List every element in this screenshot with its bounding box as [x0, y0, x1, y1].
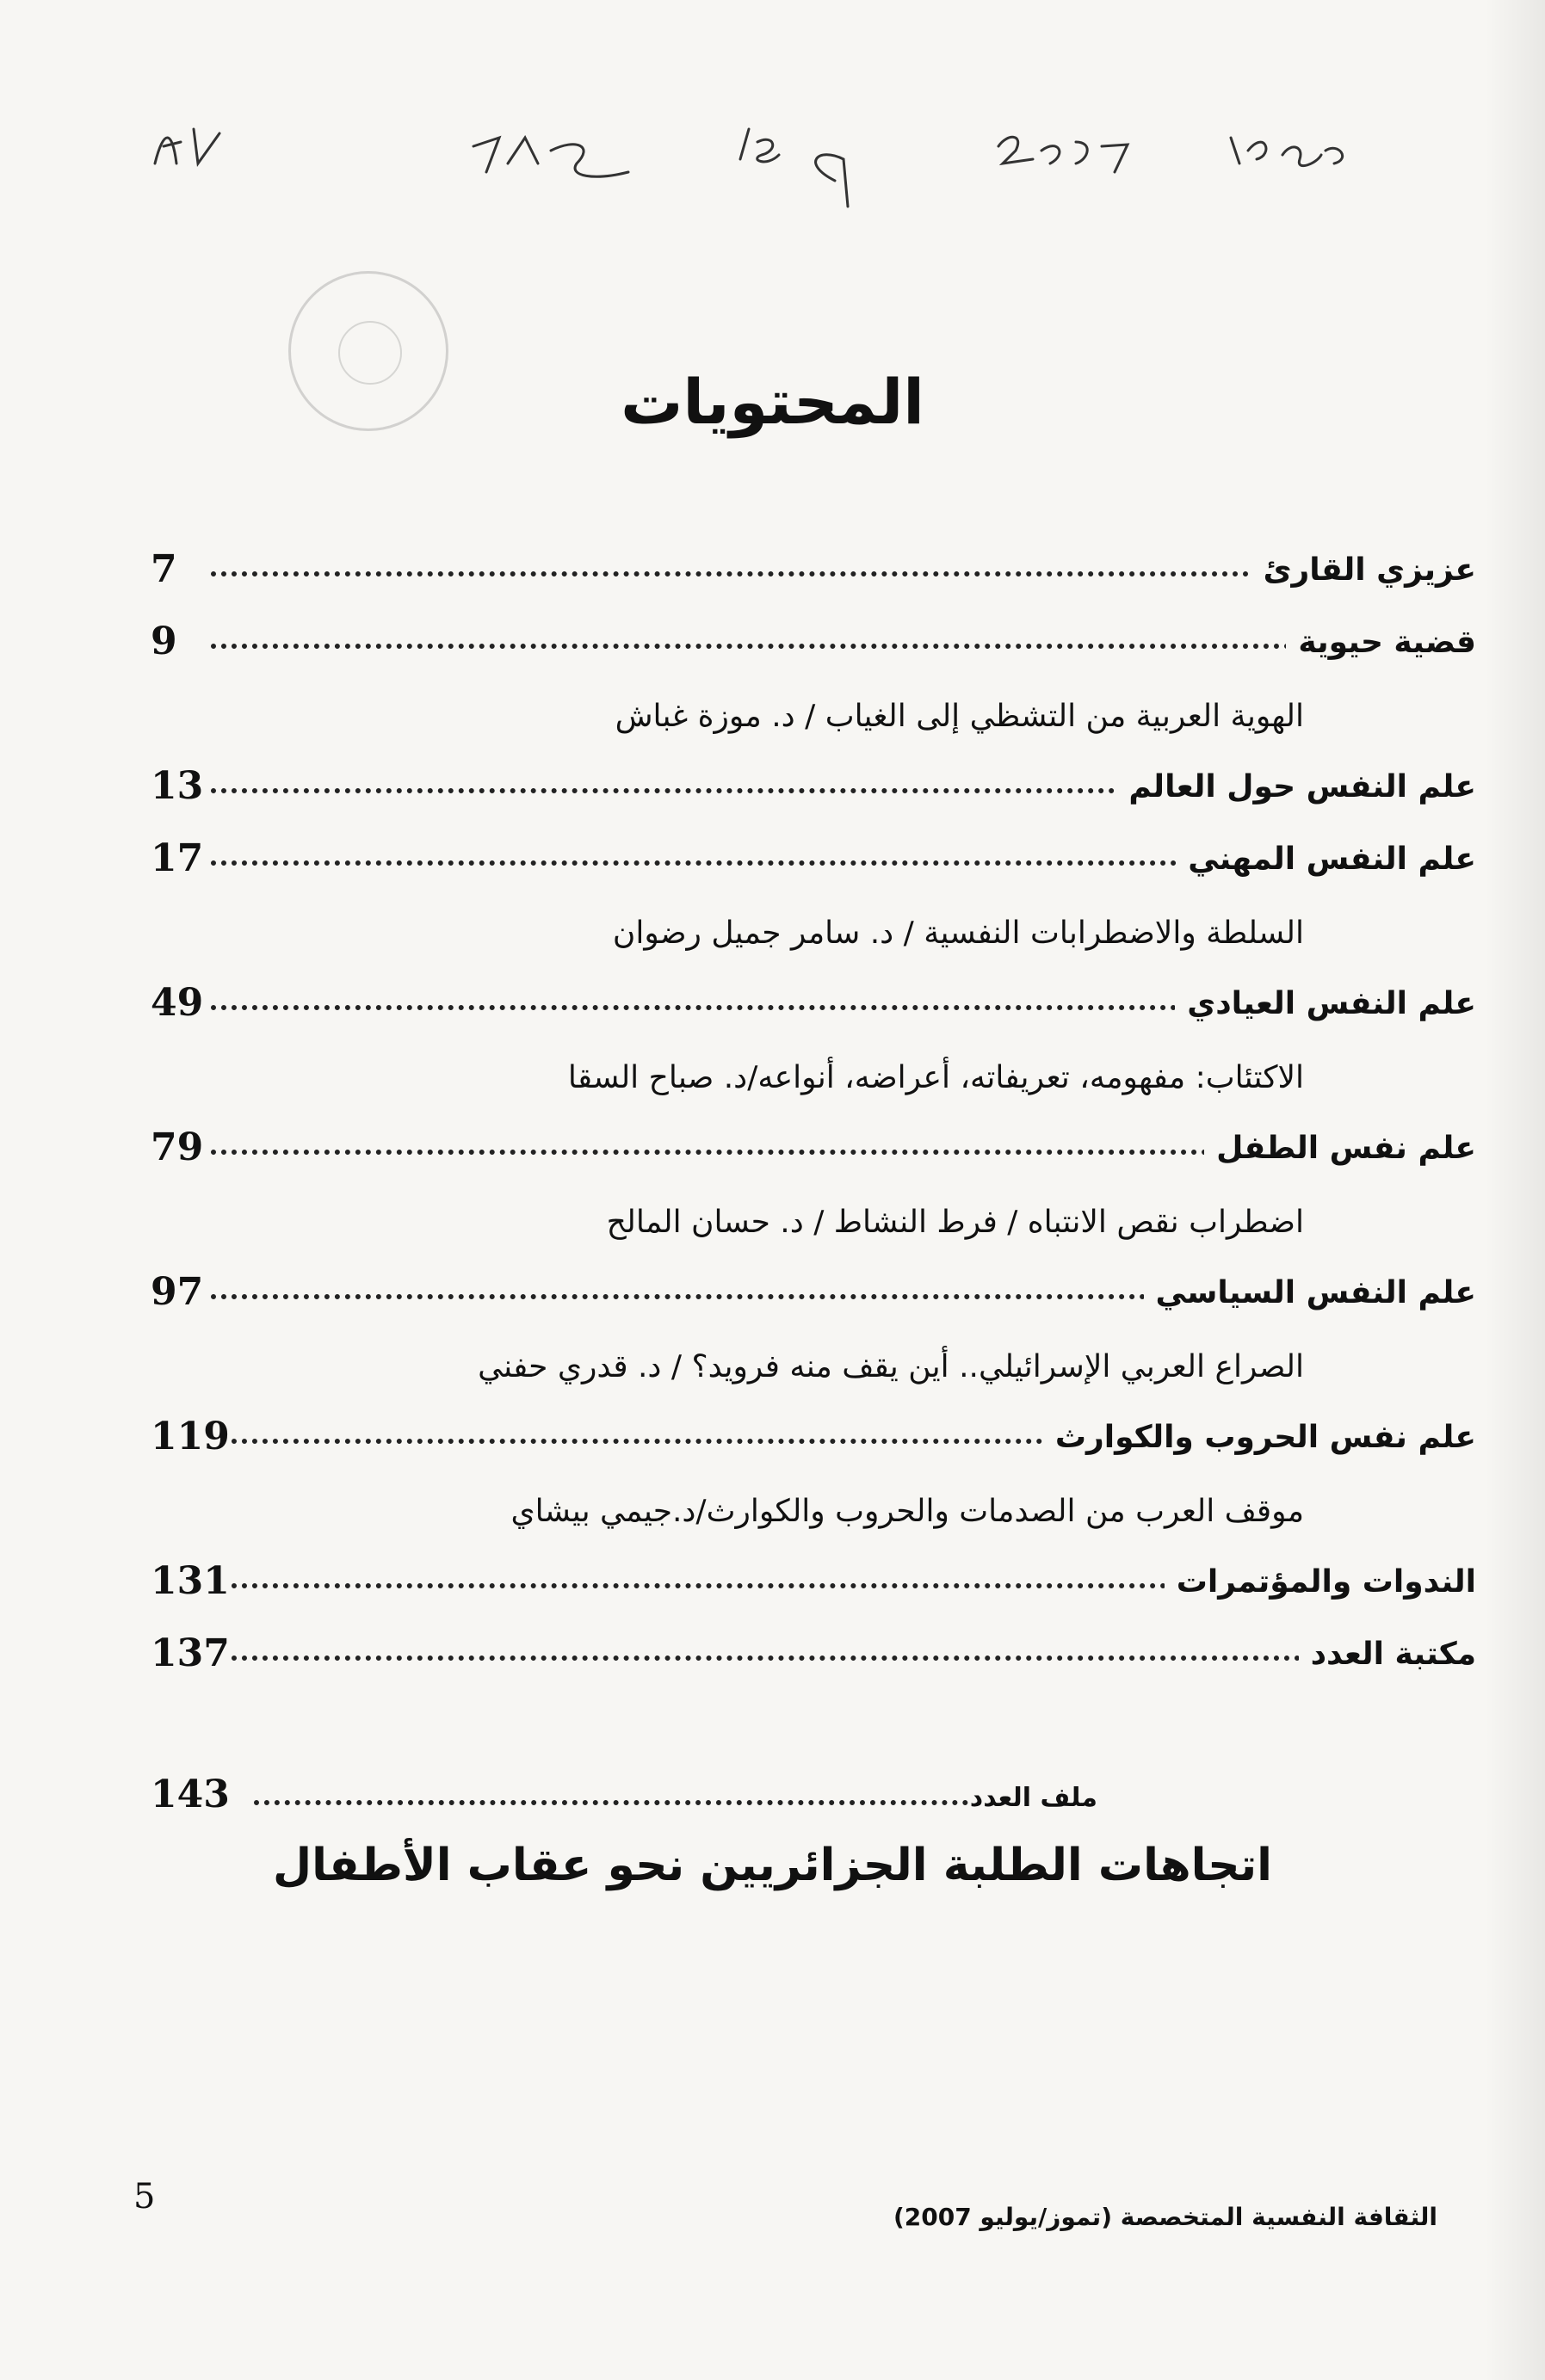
toc-article-title: السلطة والاضطرابات النفسية / د. سامر جميل رضوان [612, 916, 1304, 951]
toc-article-row[interactable] [151, 1337, 1476, 1409]
toc-row[interactable] [151, 831, 1476, 903]
page-title: المحتويات [621, 366, 924, 438]
toc-row[interactable] [151, 1265, 1476, 1337]
toc-article-row[interactable] [151, 1193, 1476, 1265]
handwritten-notes [146, 112, 1369, 232]
leader-dots [254, 1800, 968, 1805]
toc-row[interactable] [151, 976, 1476, 1048]
toc-row[interactable] [151, 1120, 1476, 1193]
toc-row[interactable] [151, 759, 1476, 831]
toc-page-number: 119 [151, 1415, 230, 1458]
toc-row[interactable] [151, 1409, 1476, 1482]
toc-page-number: 49 [151, 981, 204, 1025]
toc-entry-title: الندوات والمؤتمرات [1165, 1564, 1476, 1600]
toc-row[interactable] [151, 1626, 1476, 1699]
dossier-page-number: 143 [151, 1773, 230, 1816]
toc-row[interactable] [151, 542, 1476, 614]
dossier-row[interactable] [151, 1773, 1356, 1850]
toc-page-number: 79 [151, 1125, 204, 1169]
page-edge-shadow [1485, 0, 1545, 2380]
toc-page-number: 131 [151, 1559, 230, 1603]
toc-article-title: موقف العرب من الصدمات والحروب والكوارث/د.جيمي بيشاي [510, 1494, 1304, 1529]
toc-page-number: 13 [151, 764, 204, 808]
toc-article-title: الهوية العربية من التشظي إلى الغياب / د. موزة غباش [615, 699, 1304, 734]
leader-dots [211, 1656, 1476, 1661]
handwritten-annotation [146, 112, 1369, 232]
toc-row[interactable] [151, 1554, 1476, 1626]
toc-entry-title: علم النفس المهني [1176, 842, 1476, 877]
toc-entry-title: علم النفس حول العالم [1116, 769, 1476, 805]
toc-page-number: 7 [151, 547, 177, 591]
toc-article-row[interactable] [151, 1048, 1476, 1120]
dossier-label: ملف العدد [969, 1783, 1097, 1813]
toc-row[interactable] [151, 614, 1476, 687]
journal-footer: الثقافة النفسية المتخصصة (تموز/يوليو 2007) [893, 2203, 1437, 2231]
table-of-contents [151, 542, 1476, 1699]
toc-article-title: الصراع العربي الإسرائيلي.. أين يقف منه فرويد؟ / د. قدري حفني [478, 1349, 1304, 1384]
dossier-title[interactable]: اتجاهات الطلبة الجزائريين نحو عقاب الأطفال [272, 1840, 1273, 1891]
toc-article-row[interactable] [151, 1482, 1476, 1554]
toc-page-number: 17 [151, 836, 204, 880]
toc-article-title: الاكتئاب: مفهومه، تعريفاته، أعراضه، أنواعه/د. صباح السقا [567, 1060, 1304, 1095]
toc-entry-title: علم نفس الطفل [1204, 1131, 1476, 1166]
page-number: 5 [133, 2177, 156, 2217]
toc-article-row[interactable] [151, 903, 1476, 976]
toc-page-number: 9 [151, 620, 177, 663]
toc-entry-title: علم نفس الحروب والكوارث [1043, 1420, 1476, 1455]
toc-page-number: 137 [151, 1631, 230, 1675]
toc-page-number: 97 [151, 1270, 204, 1314]
toc-article-title: اضطراب نقص الانتباه / فرط النشاط / د. حسان المالح [606, 1205, 1304, 1240]
toc-entry-title: عزيزي القارئ [1251, 552, 1476, 588]
toc-entry-title: علم النفس العيادي [1175, 986, 1476, 1021]
toc-entry-title: قضية حيوية [1286, 625, 1476, 660]
toc-entry-title: علم النفس السياسي [1144, 1275, 1476, 1310]
toc-article-row[interactable] [151, 687, 1476, 759]
toc-entry-title: مكتبة العدد [1299, 1637, 1476, 1672]
